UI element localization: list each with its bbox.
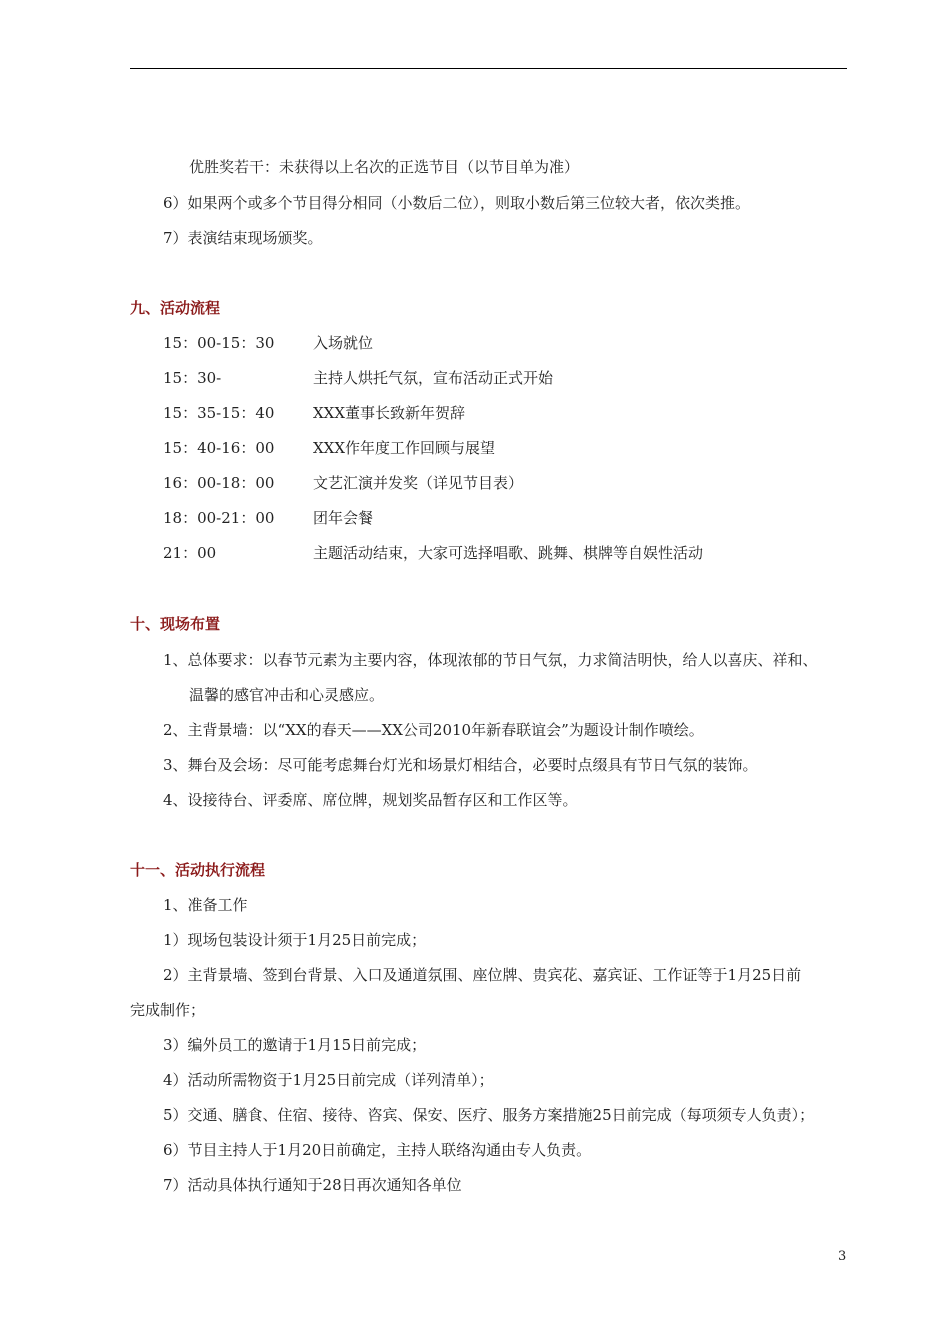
section-heading: 十、现场布置: [130, 615, 221, 633]
paragraph-line: 6）如果两个或多个节目得分相同（小数后二位），则取小数后第三位较大者，依次类推。: [163, 194, 751, 212]
schedule-time: 15：30-: [163, 369, 222, 387]
schedule-row: [0, 438, 950, 458]
schedule-row: [0, 543, 950, 563]
schedule-time: 15：40-16：00: [163, 439, 275, 457]
section-heading: 十一、活动执行流程: [130, 861, 266, 879]
header-rule: [130, 68, 847, 69]
schedule-item: 主题活动结束，大家可选择唱歌、跳舞、棋牌等自娱性活动: [313, 544, 704, 562]
paragraph-line: 1、准备工作: [163, 896, 248, 914]
paragraph-line: 3、舞台及会场：尽可能考虑舞台灯光和场景灯相结合，必要时点缀具有节日气氛的装饰。: [163, 756, 758, 774]
schedule-time: 15：35-15：40: [163, 404, 275, 422]
schedule-row: [0, 333, 950, 353]
schedule-time: 15：00-15：30: [163, 334, 275, 352]
paragraph-line: 6）节目主持人于1月20日前确定，主持人联络沟通由专人负责。: [163, 1141, 592, 1159]
schedule-time: 16：00-18：00: [163, 474, 275, 492]
paragraph-line: 1、总体要求：以春节元素为主要内容，体现浓郁的节日气氛，力求简洁明快，给人以喜庆、祥和、: [163, 651, 818, 669]
schedule-item: XXX董事长致新年贺辞: [313, 404, 466, 422]
paragraph-line: 4）活动所需物资于1月25日前完成（详列清单）；: [163, 1071, 494, 1089]
schedule-row: [0, 403, 950, 423]
paragraph-line: 2、主背景墙：以“XX的春天——XX公司2010年新春联谊会”为题设计制作喷绘。: [163, 721, 704, 739]
schedule-item: XXX作年度工作回顾与展望: [313, 439, 496, 457]
schedule-item: 主持人烘托气氛，宣布活动正式开始: [313, 369, 554, 387]
paragraph-line: 4、设接待台、评委席、席位牌，规划奖品暂存区和工作区等。: [163, 791, 578, 809]
schedule-row: [0, 508, 950, 528]
paragraph-line: 完成制作；: [130, 1001, 206, 1019]
section-heading: 九、活动流程: [130, 299, 221, 317]
paragraph-line: 1）现场包装设计须于1月25日前完成；: [163, 931, 427, 949]
schedule-item: 入场就位: [313, 334, 374, 352]
page-number: 3: [838, 1249, 847, 1264]
paragraph-line: 7）活动具体执行通知于28日再次通知各单位: [163, 1176, 462, 1194]
paragraph-line: 优胜奖若干：未获得以上名次的正选节目（以节目单为准）: [189, 158, 580, 176]
schedule-time: 21：00: [163, 544, 217, 562]
schedule-row: [0, 473, 950, 493]
schedule-item: 文艺汇演并发奖（详见节目表）: [313, 474, 524, 492]
paragraph-line: 3）编外员工的邀请于1月15日前完成；: [163, 1036, 427, 1054]
schedule-time: 18：00-21：00: [163, 509, 275, 527]
paragraph-line: 5）交通、膳食、住宿、接待、咨宾、保安、医疗、服务方案措施25日前完成（每项须专人负责）；: [163, 1106, 815, 1124]
paragraph-line: 温馨的感官冲击和心灵感应。: [189, 686, 385, 704]
paragraph-line: 2）主背景墙、签到台背景、入口及通道氛围、座位牌、贵宾花、嘉宾证、工作证等于1月25日前: [163, 966, 802, 984]
schedule-item: 团年会餐: [313, 509, 374, 527]
paragraph-line: 7）表演结束现场颁奖。: [163, 229, 323, 247]
schedule-row: [0, 368, 950, 388]
